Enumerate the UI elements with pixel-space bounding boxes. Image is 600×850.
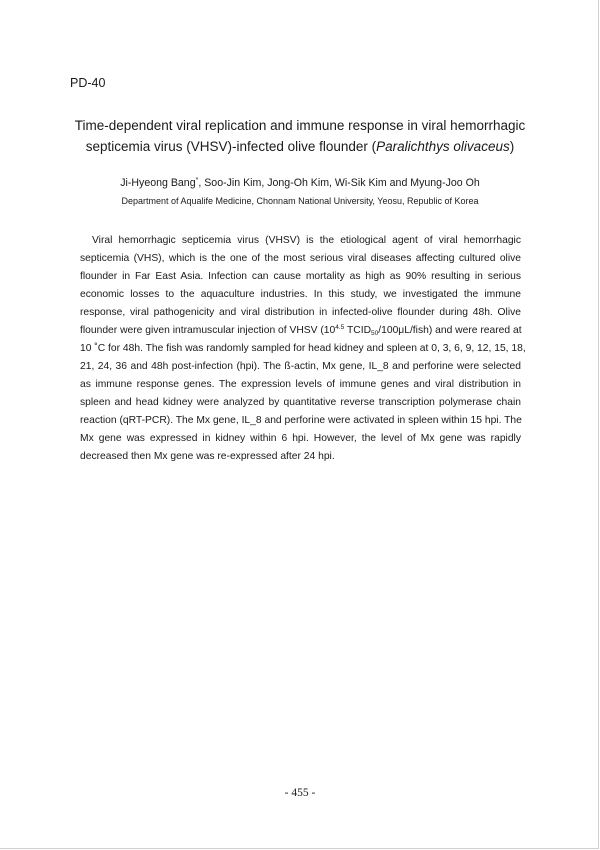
abstract-line: flounder in Far East Asia. Infection can cause mortality as high as 90% resulting in serious: [80, 271, 521, 282]
dose-text-b: TCID: [344, 325, 372, 336]
dose-exponent: 4.5: [335, 324, 345, 331]
abstract-line: Mx gene was expressed in kidney within 6 hpi. However, the level of Mx gene was rapidly: [80, 433, 521, 444]
title-line-1: Time-dependent viral replication and immune response in viral hemorrhagic: [74, 118, 526, 133]
abstract-line-dose: [80, 322, 521, 340]
abstract-line: Viral hemorrhagic septicemia virus (VHSV) is the etiological agent of viral hemorrhagic: [92, 235, 521, 246]
dose-text-a: flounder were given intramuscular injection of VHSV (10: [80, 325, 336, 336]
title-line-2-prefix: septicemia virus (VHSV)-infected olive flounder (: [85, 139, 377, 154]
page-number: - 455 -: [284, 787, 316, 799]
abstract-body: [80, 232, 526, 466]
abstract-line: septicemia (VHS), which is the one of the most serious viral diseases affecting cultured olive: [80, 253, 521, 264]
first-author: Ji-Hyeong Bang: [120, 177, 196, 189]
abstract-line: 21, 24, 36 and 48h post-infection (hpi). The ß-actin, Mx gene, IL_8 and perforine were selected: [80, 361, 521, 372]
species-name: Paralichthys olivaceus: [376, 139, 510, 154]
tcid-subscript: 50: [371, 330, 379, 337]
abstract-line: as immune response genes. The expression levels of immune genes and viral distribution in: [80, 379, 521, 390]
title-line-2: [60, 136, 540, 157]
abstract-line: 10 ˚C for 48h. The fish was randomly sampled for head kidney and spleen at 0, 3, 6, 9, 12, 15, 18,: [80, 343, 526, 354]
paper-title: [60, 115, 540, 157]
dose-text-c: /100μL/fish) and were reared at: [378, 325, 522, 336]
title-line-2-suffix: ): [509, 139, 515, 154]
corresponding-author-mark: *: [195, 177, 199, 184]
abstract-line: reaction (qRT-PCR). The Mx gene, IL_8 and perforine were activated in spleen within 15 hpi. The: [80, 415, 522, 426]
abstract-line: decreased then Mx gene was re-expressed after 24 hpi.: [80, 451, 335, 462]
presentation-code: PD-40: [70, 76, 106, 90]
abstract-line: spleen and head kidney were analyzed by quantitative reverse transcription polymerase chain: [80, 397, 521, 408]
coauthors: , Soo-Jin Kim, Jong-Oh Kim, Wi-Sik Kim and Myung-Joo Oh: [198, 177, 480, 189]
abstract-line: response, viral pathogenicity and viral distribution in infected-olive flounder during 48h. Olive: [80, 307, 521, 318]
author-list: [60, 177, 540, 189]
affiliation: Department of Aqualife Medicine, Chonnam National University, Yeosu, Republic of Korea: [121, 196, 479, 206]
abstract-line: economic losses to the aquaculture industries. In this study, we investigated the immune: [80, 289, 521, 300]
